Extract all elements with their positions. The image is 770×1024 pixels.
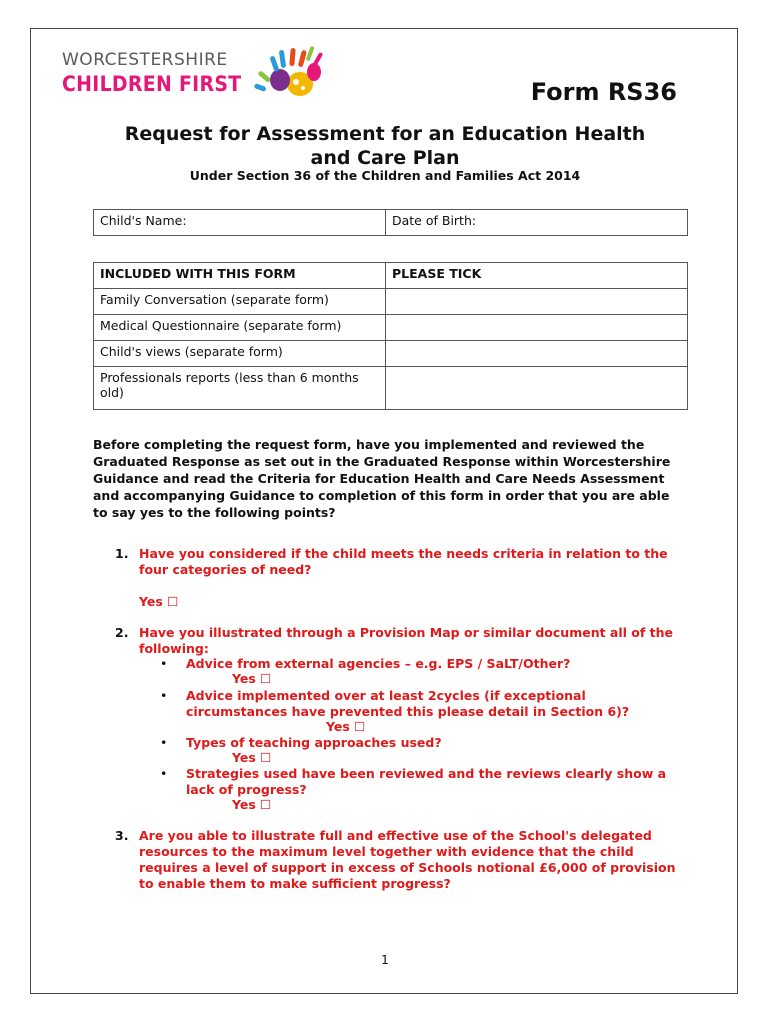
page-title <box>60 122 710 170</box>
tick-cell-professionals-reports[interactable] <box>386 367 688 410</box>
question-number: 3. <box>115 828 129 843</box>
colorful-hands-icon <box>250 42 330 106</box>
question-text: Are you able to illustrate full and effective use of the School's delegated resources to the maximum level together with evidence that the child requires a level of support in excess of Schools notional £6,000 of provision to enable them to make sufficient progress? <box>139 828 676 891</box>
logo <box>62 42 342 112</box>
page-number: 1 <box>381 952 389 967</box>
q2-bullet-4 <box>160 766 680 798</box>
child-name-label: Child's Name: <box>100 213 187 228</box>
question-number: 1. <box>115 546 129 561</box>
tick-cell-medical-questionnaire[interactable] <box>386 315 688 341</box>
question-3 <box>115 828 685 892</box>
bullet-text: Types of teaching approaches used? <box>186 735 442 750</box>
form-code: Form RS36 <box>530 78 677 106</box>
page-subtitle: Under Section 36 of the Children and Families Act 2014 <box>189 168 581 183</box>
question-number: 2. <box>115 625 129 640</box>
question-text: Have you illustrated through a Provision Map or similar document all of the following: <box>139 625 674 656</box>
q2-bullet-2 <box>160 688 680 720</box>
bullet-text: Advice implemented over at least 2cycles (if exceptional circumstances have prevented this please detail in Section 6)? <box>186 688 630 719</box>
included-row-label: Professionals reports (less than 6 months old) <box>94 367 386 410</box>
bullet-text: Strategies used have been reviewed and the reviews clearly show a lack of progress? <box>186 766 667 797</box>
included-row-label: Medical Questionnaire (separate form) <box>94 315 386 341</box>
q2-b1-yes-checkbox[interactable]: Yes ☐ <box>232 671 272 686</box>
bullet-icon: • <box>160 735 168 750</box>
q2-b3-yes-checkbox[interactable]: Yes ☐ <box>232 750 272 765</box>
included-row-label: Family Conversation (separate form) <box>94 289 386 315</box>
included-row-label: Child's views (separate form) <box>94 341 386 367</box>
title-line-1: Request for Assessment for an Education Health <box>124 123 646 145</box>
bullet-text: Advice from external agencies – e.g. EPS / SaLT/Other? <box>186 656 571 671</box>
question-text: Have you considered if the child meets the needs criteria in relation to the four categories of need? <box>139 546 668 577</box>
question-1 <box>115 546 685 578</box>
q1-yes-checkbox[interactable]: Yes ☐ <box>139 594 179 609</box>
tick-cell-childs-views[interactable] <box>386 341 688 367</box>
q2-b4-yes-checkbox[interactable]: Yes ☐ <box>232 797 272 812</box>
included-header: INCLUDED WITH THIS FORM <box>94 263 386 289</box>
bullet-icon: • <box>160 688 168 703</box>
date-of-birth-field[interactable] <box>386 210 688 236</box>
q2-bullet-1 <box>160 656 680 672</box>
bullet-icon: • <box>160 766 168 781</box>
tick-cell-family-conversation[interactable] <box>386 289 688 315</box>
intro-paragraph: Before completing the request form, have you implemented and reviewed the Graduated Response as set out in the Graduated Response within Worcestershire Guidance and read the Criteria for Education Health and Care Needs Assessment and accompanying Guidance to completion of this form in order that you are able to say yes to the following points? <box>93 437 671 520</box>
question-2 <box>115 625 685 657</box>
logo-line2: CHILDREN FIRST <box>62 72 242 96</box>
q2-bullet-3 <box>160 735 680 751</box>
bullet-icon: • <box>160 656 168 671</box>
q2-b2-yes-checkbox[interactable]: Yes ☐ <box>326 719 366 734</box>
title-line-2: and Care Plan <box>310 147 460 169</box>
please-tick-header: PLEASE TICK <box>386 263 688 289</box>
date-of-birth-label: Date of Birth: <box>392 213 477 228</box>
included-forms-table <box>93 262 688 410</box>
logo-line1: WORCESTERSHIRE <box>62 50 228 70</box>
child-details-table <box>93 209 688 236</box>
child-name-field[interactable] <box>94 210 386 236</box>
